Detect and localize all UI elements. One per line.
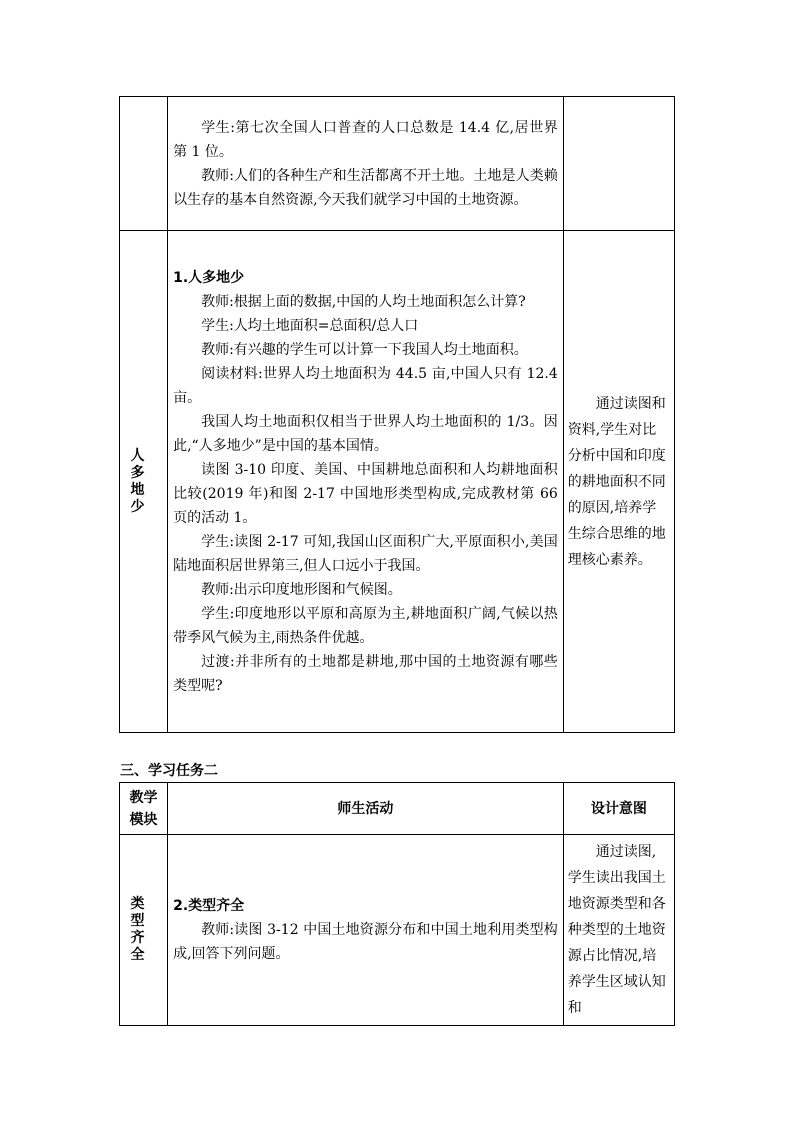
intent-cell (563, 97, 674, 231)
module-cell (120, 231, 168, 733)
activity-cell (168, 835, 564, 1026)
module-cell (120, 835, 168, 1026)
paragraph: 教师:人们的各种生产和生活都离不开土地。土地是人类赖以生存的基本自然资源,今天我们就学习中国的土地资源。 (173, 167, 558, 208)
module-cell (120, 97, 168, 231)
paragraph: 学生:读图 2-17 可知,我国山区面积广大,平原面积小,美国陆地面积居世界第三,但人口远小于我国。 (173, 533, 558, 574)
paragraph: 教师:出示印度地形图和气候图。 (201, 581, 402, 598)
paragraph: 学生:印度地形以平原和高原为主,耕地面积广阔,气候以热带季风气候为主,雨热条件优越。 (173, 605, 558, 646)
paragraph: 学生:第七次全国人口普查的人口总数是 14.4 亿,居世界第 1 位。 (173, 119, 558, 160)
paragraph: 读图 3-10 印度、美国、中国耕地总面积和人均耕地面积比较(2019 年)和图 2-17 中国地形类型构成,完成教材第 66 页的活动 1。 (173, 461, 558, 526)
paragraph: 学生:人均土地面积=总面积/总人口 (201, 317, 419, 334)
header-activity: 师生活动 (168, 783, 564, 835)
design-intent-text: 通过读图,学生读出我国土地资源类型和各种类型的土地资源占比情况,培养学生区域认知和 (567, 844, 666, 1016)
paragraph: 教师:有兴趣的学生可以计算一下我国人均土地面积。 (201, 341, 528, 358)
module-label: 人 多 地 少 (130, 447, 145, 515)
header-module: 教学 模块 (120, 783, 168, 835)
section-heading: 2.类型齐全 (173, 898, 245, 914)
table-header-row (120, 783, 675, 835)
table-row (120, 97, 675, 231)
intent-cell (563, 231, 674, 733)
lesson-table-1 (119, 96, 675, 733)
paragraph: 我国人均土地面积仅相当于世界人均土地面积的 1/3。因此,“人多地少”是中国的基本国情。 (173, 413, 558, 454)
activity-cell (168, 231, 564, 733)
section-title: 三、学习任务二 (120, 763, 218, 779)
activity-cell (168, 97, 564, 231)
design-intent-text: 通过读图和资料,学生对比分析中国和印度的耕地面积不同的原因,培养学生综合思维的地理核心素养。 (567, 395, 666, 568)
table-row (120, 835, 675, 1026)
paragraph: 教师:读图 3-12 中国土地资源分布和中国土地利用类型构成,回答下列问题。 (173, 922, 558, 962)
lesson-table-2 (119, 782, 675, 1026)
header-intent: 设计意图 (563, 783, 674, 835)
paragraph: 阅读材料:世界人均土地面积为 44.5 亩,中国人只有 12.4 亩。 (173, 365, 558, 406)
module-label: 类 型 齐 全 (130, 896, 145, 963)
section-heading: 1.人多地少 (173, 269, 245, 286)
table-row (120, 231, 675, 733)
intent-cell (563, 835, 674, 1026)
paragraph: 过渡:并非所有的土地都是耕地,那中国的土地资源有哪些类型呢? (173, 653, 558, 694)
paragraph: 教师:根据上面的数据,中国的人均土地面积怎么计算? (201, 293, 526, 310)
